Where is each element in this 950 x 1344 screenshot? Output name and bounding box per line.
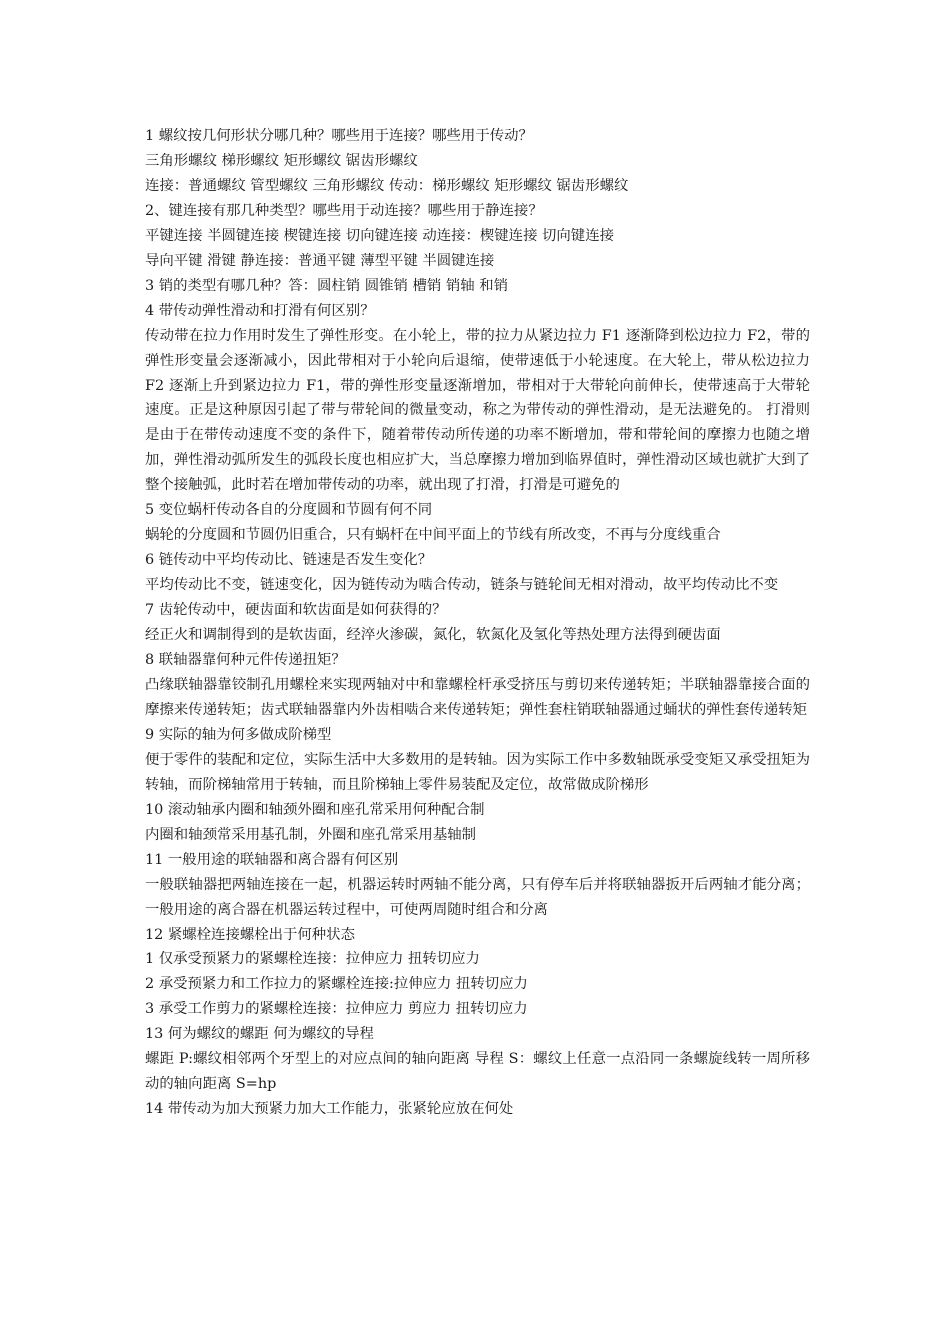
question-6: 6 链传动中平均传动比、链速是否发生变化？	[145, 552, 433, 569]
answer-4: 传动带在拉力作用时发生了弹性形变。在小轮上，带的拉力从紧边拉力 F1 逐渐降到松边拉力 F2，带的弹性形变量会逐渐减小，因此带相对于小轮向后退缩，使带速低于小轮速度。在大轮上，带从松边拉力 F2 逐渐上升到紧边拉力 F1，带的弹性形变量逐渐增加，带相对于大带轮向前伸长，使带速高于大带轮速度。正是这种原因引起了带与带轮间的微量变动，称之为带传动的弹性滑动，是无法避免的。 打滑则是由于在带传动速度不变的条件下，随着带传动所传递的功率不断增加，带和带轮间的摩擦力也随之增加，弹性滑动弧所发生的弧段长度也相应扩大，当总摩擦力增加到临界值时，弹性滑动区域也就扩大到了整个接触弧，此时若在增加带传动的功率，就出现了打滑，打滑是可避免的	[145, 327, 810, 494]
question-9: 9 实际的轴为何多做成阶梯型	[145, 726, 332, 743]
answer-2-line-2: 导向平键 滑键 静连接：普通平键 薄型平键 半圆键连接	[145, 252, 495, 269]
answer-1-types: 三角形螺纹 梯形螺纹 矩形螺纹 锯齿形螺纹	[145, 152, 418, 169]
answer-12-item-3: 3 承受工作剪力的紧螺栓连接：拉伸应力 剪应力 扭转切应力	[145, 1001, 528, 1018]
question-10: 10 滚动轴承内圈和轴颈外圈和座孔常采用何种配合制	[145, 801, 485, 818]
question-8: 8 联轴器靠何种元件传递扭矩？	[145, 652, 346, 669]
question-11: 11 一般用途的联轴器和离合器有何区别	[145, 851, 399, 868]
answer-8: 凸缘联轴器靠铰制孔用螺栓来实现两轴对中和靠螺栓杆承受挤压与剪切来传递转矩；半联轴器靠接合面的摩擦来传递转矩；齿式联轴器靠内外齿相啮合来传递转矩；弹性套柱销联轴器通过蛹状的弹性套传递转矩	[145, 676, 810, 718]
question-4: 4 带传动弹性滑动和打滑有何区别？	[145, 302, 375, 319]
question-13: 13 何为螺纹的螺距 何为螺纹的导程	[145, 1026, 374, 1043]
document-body	[145, 124, 810, 1122]
answer-12-item-2: 2 承受预紧力和工作拉力的紧螺栓连接:拉伸应力 扭转切应力	[145, 976, 528, 993]
question-1: 1 螺纹按几何形状分哪几种？哪些用于连接？哪些用于传动？	[145, 128, 533, 144]
answer-7: 经正火和调制得到的是软齿面，经淬火渗碳，氮化，软氮化及氢化等热处理方法得到硬齿面	[145, 627, 721, 644]
question-12: 12 紧螺栓连接螺栓出于何种状态	[145, 926, 355, 943]
answer-10: 内圈和轴颈常采用基孔制，外圈和座孔常采用基轴制	[145, 826, 476, 843]
answer-2-line-1: 平键连接 半圆键连接 楔键连接 切向键连接 动连接：楔键连接 切向键连接	[145, 227, 614, 244]
answer-12-item-1: 1 仅承受预紧力的紧螺栓连接：拉伸应力 扭转切应力	[145, 951, 480, 968]
question-7: 7 齿轮传动中，硬齿面和软齿面是如何获得的？	[145, 602, 447, 619]
answer-13: 螺距 P:螺纹相邻两个牙型上的对应点间的轴向距离 导程 S：螺纹上任意一点沿同一条螺旋线转一周所移动的轴向距离 S=hp	[145, 1051, 810, 1093]
question-5: 5 变位蜗杆传动各自的分度圆和节圆有何不同	[145, 502, 433, 519]
answer-5: 蜗轮的分度圆和节圆仍旧重合，只有蜗杆在中间平面上的节线有所改变，不再与分度线重合	[145, 527, 721, 544]
question-answer-3: 3 销的类型有哪几种？答：圆柱销 圆锥销 槽销 销轴 和销	[145, 277, 509, 294]
question-2: 2、键连接有那几种类型？哪些用于动连接？哪些用于静连接？	[145, 202, 543, 219]
question-14: 14 带传动为加大预紧力加大工作能力，张紧轮应放在何处	[145, 1101, 514, 1118]
answer-9: 便于零件的装配和定位，实际生活中大多数用的是转轴。因为实际工作中多数轴既承受变矩又承受扭矩为转轴，而阶梯轴常用于转轴，而且阶梯轴上零件易装配及定位，故常做成阶梯形	[145, 751, 810, 793]
answer-1-usage: 连接：普通螺纹 管型螺纹 三角形螺纹 传动：梯形螺纹 矩形螺纹 锯齿形螺纹	[145, 177, 629, 194]
answer-6: 平均传动比不变，链速变化，因为链传动为啮合传动，链条与链轮间无相对滑动，故平均传动比不变	[145, 577, 779, 594]
answer-11: 一般联轴器把两轴连接在一起，机器运转时两轴不能分离，只有停车后并将联轴器扳开后两轴才能分离；一般用途的离合器在机器运转过程中，可使两周随时组合和分离	[145, 876, 810, 918]
